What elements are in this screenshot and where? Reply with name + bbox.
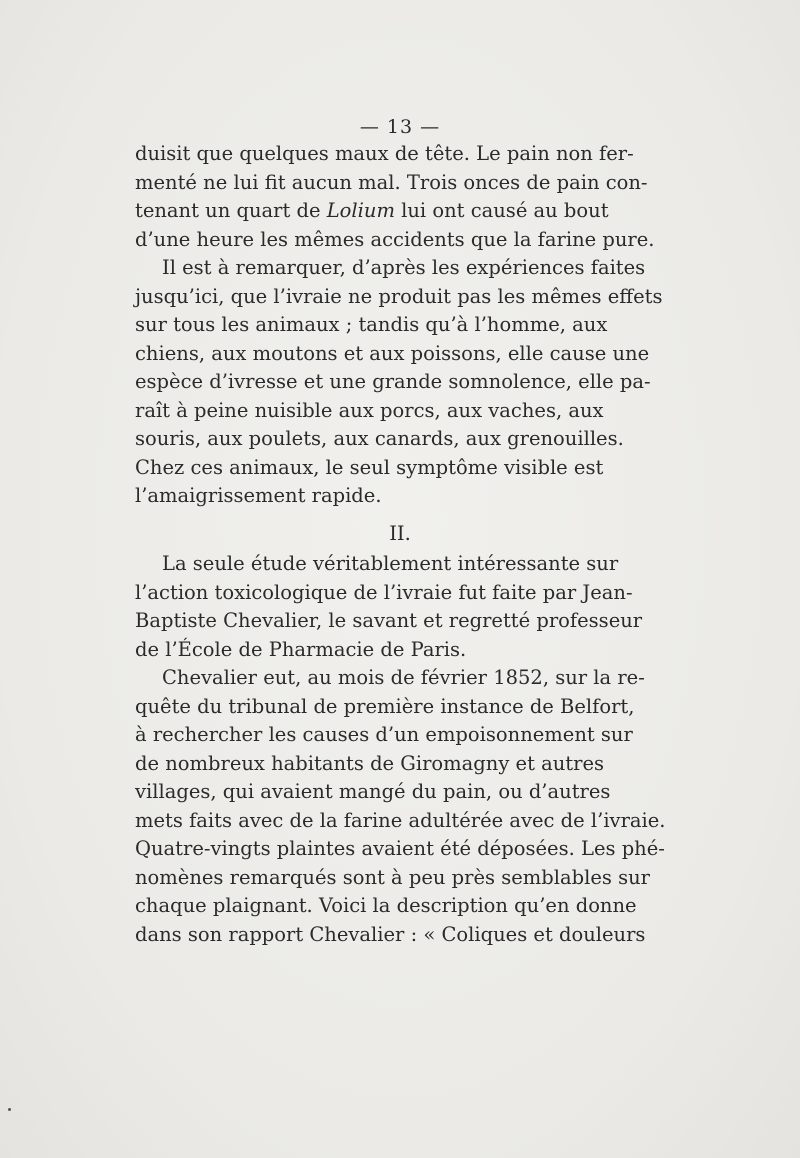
- text-line: mets faits avec de la farine adultérée avec de l’ivraie.: [135, 808, 666, 832]
- scan-speck: [8, 1108, 11, 1111]
- text-line: quête du tribunal de première instance de Belfort,: [135, 694, 635, 718]
- text-line: menté ne lui fit aucun mal. Trois onces de pain con-: [135, 170, 648, 194]
- text-line: Il est à remarquer, d’après les expériences faites: [162, 256, 646, 279]
- text-line: sur tous les animaux ; tandis qu’à l’homme, aux: [135, 313, 608, 336]
- section-heading: II.: [389, 522, 411, 545]
- text-line: tenant un quart de Lolium lui ont causé au bout: [135, 199, 609, 222]
- text-block-after-heading: [135, 550, 666, 949]
- text-line: raît à peine nuisible aux porcs, aux vaches, aux: [135, 398, 604, 422]
- text-line: espèce d’ivresse et une grande somnolence, elle pa-: [135, 370, 651, 393]
- text-line: Chez ces animaux, le seul symptôme visible est: [135, 455, 604, 479]
- text-line: dans son rapport Chevalier : « Coliques et douleurs: [135, 922, 646, 946]
- text-line: de l’École de Pharmacie de Paris.: [135, 637, 467, 661]
- text-line: l’amaigrissement rapide.: [135, 484, 382, 507]
- text-line: Baptiste Chevalier, le savant et regretté professeur: [135, 609, 643, 632]
- text-line: à rechercher les causes d’un empoisonnement sur: [135, 723, 633, 746]
- text-line: de nombreux habitants de Giromagny et autres: [135, 751, 605, 775]
- text-line: chaque plaignant. Voici la description qu’en donne: [135, 894, 637, 917]
- text-line: Quatre-vingts plaintes avaient été déposées. Les phé-: [135, 837, 665, 860]
- page-number: — 13 —: [359, 116, 441, 138]
- text-line: jusqu’ici, que l’ivraie ne produit pas les mêmes effets: [135, 284, 663, 308]
- text-line: La seule étude véritablement intéressante sur: [162, 552, 619, 575]
- text-line: souris, aux poulets, aux canards, aux grenouilles.: [135, 427, 624, 450]
- text-line: nomènes remarqués sont à peu près semblables sur: [135, 865, 650, 889]
- text-line: duisit que quelques maux de tête. Le pain non fer-: [135, 142, 634, 165]
- text-line: d’une heure les mêmes accidents que la farine pure.: [135, 227, 655, 251]
- text-line: villages, qui avaient mangé du pain, ou d’autres: [135, 780, 611, 803]
- text-block-before-heading: [135, 140, 663, 511]
- text-line: chiens, aux moutons et aux poissons, elle cause une: [135, 341, 650, 365]
- text-line: l’action toxicologique de l’ivraie fut faite par Jean-: [135, 580, 633, 604]
- text-line: Chevalier eut, au mois de février 1852, sur la re-: [162, 666, 645, 689]
- latin-term: Lolium: [326, 199, 395, 222]
